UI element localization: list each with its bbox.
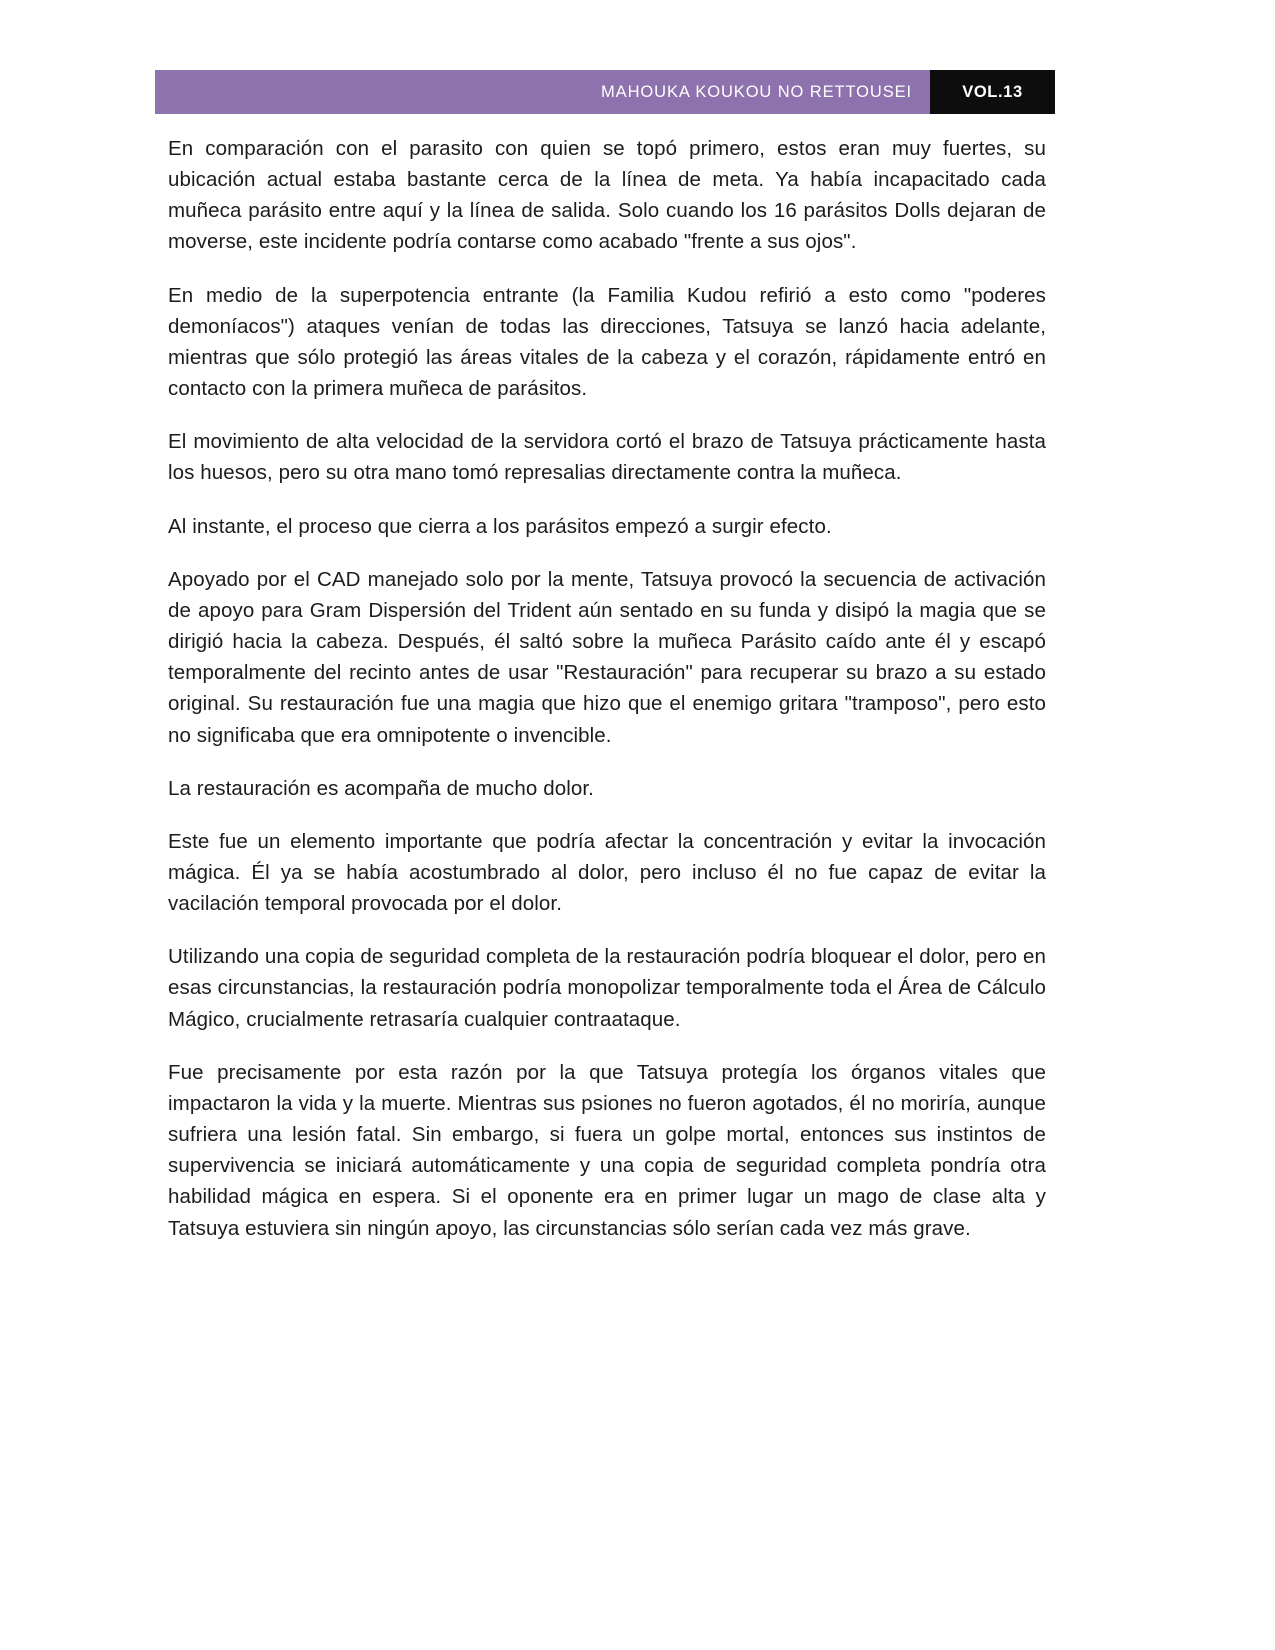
paragraph: El movimiento de alta velocidad de la servidora cortó el brazo de Tatsuya prácticamente hasta los huesos, pero su otra mano tomó represalias directamente contra la muñeca. <box>168 430 1046 485</box>
header-series-title: MAHOUKA KOUKOU NO RETTOUSEI <box>601 82 912 101</box>
paragraph: En medio de la superpotencia entrante (la Familia Kudou refirió a esto como "poderes demoníacos") ataques venían de todas las direcciones, Tatsuya se lanzó hacia adelante, mientras que sólo protegió las áreas vitales de la cabeza y el corazón, rápidamente entró en contacto con la primera muñeca de parásitos. <box>168 283 1046 401</box>
header-title-band <box>155 70 930 114</box>
body-text-column <box>168 133 1046 1244</box>
page-header <box>155 70 1055 114</box>
header-volume-label: VOL.13 <box>962 82 1023 101</box>
paragraph: Apoyado por el CAD manejado solo por la mente, Tatsuya provocó la secuencia de activación de apoyo para Gram Dispersión del Trident aún sentado en su funda y disipó la magia que se dirigió hacia la cabeza. Después, él saltó sobre la muñeca Parásito caído ante él y escapó temporalmente del recinto antes de usar "Restauración" para recuperar su brazo a su estado original. Su restauración fue una magia que hizo que el enemigo gritara "tramposo", pero esto no significaba que era omnipotente o invencible. <box>168 567 1046 747</box>
header-volume-band <box>930 70 1055 114</box>
paragraph: Fue precisamente por esta razón por la que Tatsuya protegía los órganos vitales que impactaron la vida y la muerte. Mientras sus psiones no fueron agotados, él no moriría, aunque sufriera una lesión fatal. Sin embargo, si fuera un golpe mortal, entonces sus instintos de supervivencia se iniciará automáticamente y una copia de seguridad completa pondría otra habilidad mágica en espera. Si el oponente era en primer lugar un mago de clase alta y Tatsuya estuviera sin ningún apoyo, las circunstancias sólo serían cada vez más grave. <box>168 1060 1046 1240</box>
paragraph: La restauración es acompaña de mucho dolor. <box>168 776 594 800</box>
paragraph: Al instante, el proceso que cierra a los parásitos empezó a surgir efecto. <box>168 514 832 538</box>
paragraph: Utilizando una copia de seguridad completa de la restauración podría bloquear el dolor, pero en esas circunstancias, la restauración podría monopolizar temporalmente toda el Área de Cálculo Mágico, crucialmente retrasaría cualquier contraataque. <box>168 945 1046 1031</box>
paragraph: Este fue un elemento importante que podría afectar la concentración y evitar la invocación mágica. Él ya se había acostumbrado al dolor, pero incluso él no fue capaz de evitar la vacilación temporal provocada por el dolor. <box>168 829 1046 916</box>
paragraph: En comparación con el parasito con quien se topó primero, estos eran muy fuertes, su ubicación actual estaba bastante cerca de la línea de meta. Ya había incapacitado cada muñeca parásito entre aquí y la línea de salida. Solo cuando los 16 parásitos Dolls dejaran de moverse, este incidente podría contarse como acabado "frente a sus ojos". <box>168 137 1046 254</box>
